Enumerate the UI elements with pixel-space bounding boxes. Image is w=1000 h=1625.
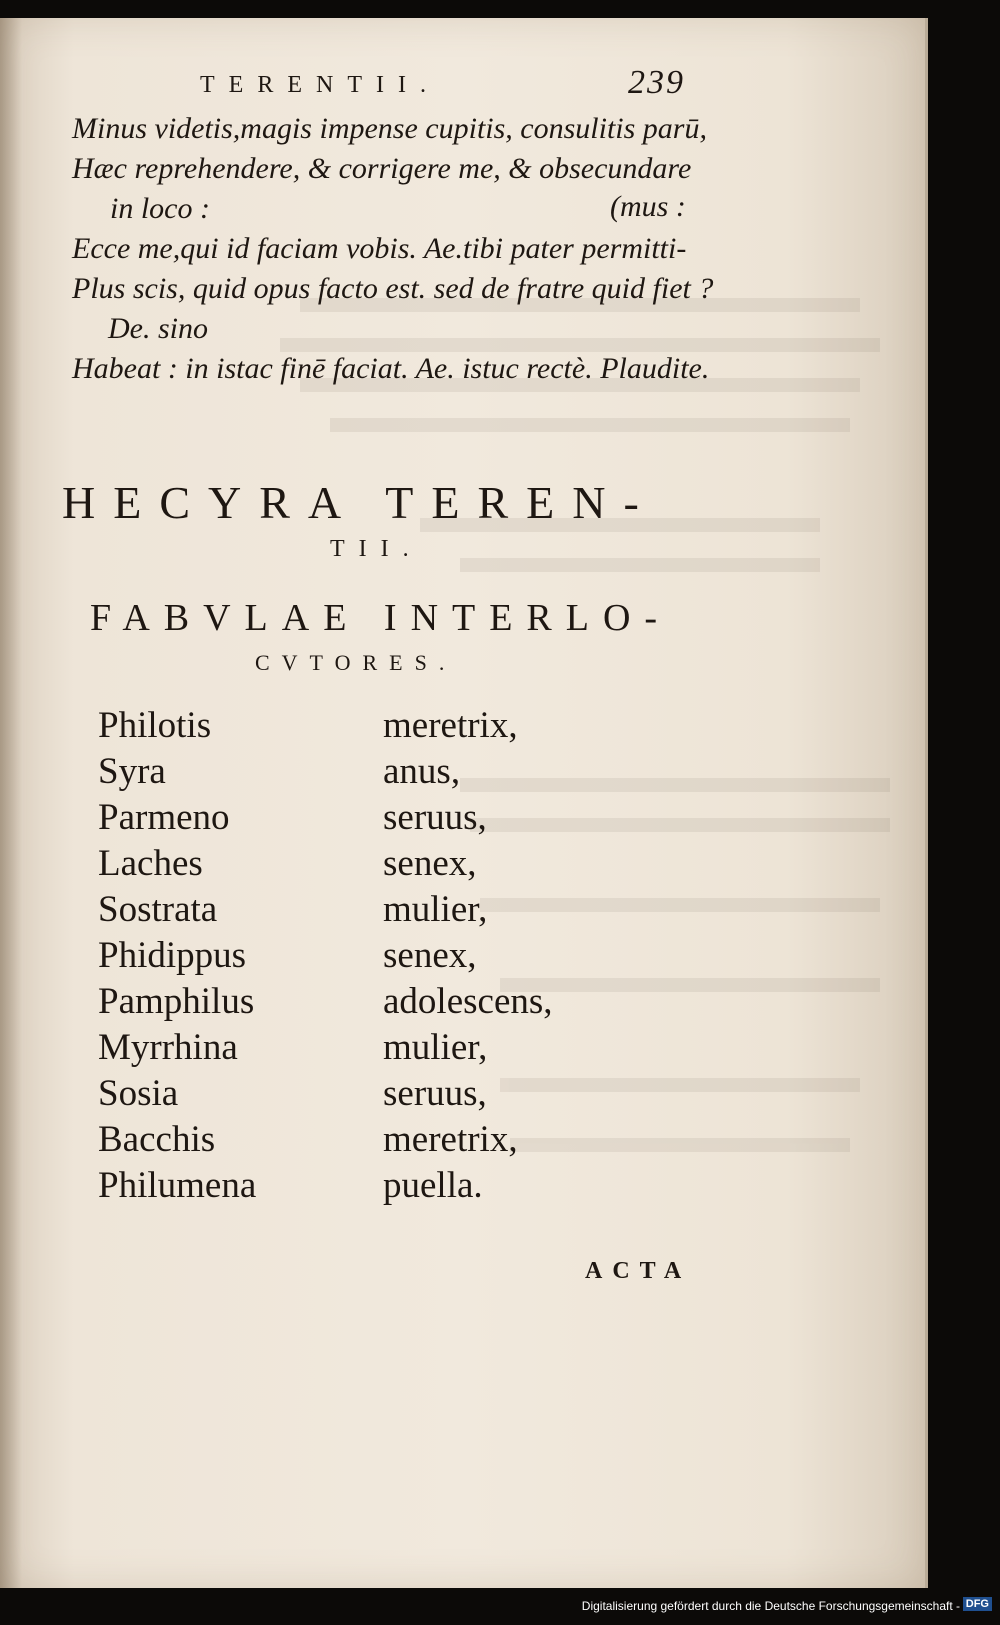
cast-name: Myrrhina bbox=[98, 1027, 238, 1068]
verse-line: in loco : bbox=[110, 192, 210, 225]
cast-row bbox=[98, 1072, 618, 1118]
spine-shadow bbox=[0, 18, 22, 1588]
cast-role: senex, bbox=[383, 935, 477, 976]
cast-role: adolescens, bbox=[383, 981, 553, 1022]
running-title: TERENTII. bbox=[200, 72, 440, 98]
verse-line: Ecce me,qui id faciam vobis. Ae.tibi pater permitti- bbox=[72, 232, 687, 265]
cast-row bbox=[98, 704, 618, 750]
persons-heading-continuation: CVTORES. bbox=[255, 650, 457, 675]
cast-name: Pamphilus bbox=[98, 981, 255, 1022]
running-header bbox=[200, 64, 685, 104]
funding-credit: Digitalisierung gefördert durch die Deutsche Forschungsgemeinschaft - bbox=[581, 1599, 960, 1613]
cast-row bbox=[98, 980, 618, 1026]
cast-role: mulier, bbox=[383, 889, 488, 930]
verse-line: Minus videtis,magis impense cupitis, consulitis parū, bbox=[72, 112, 707, 145]
cast-row bbox=[98, 750, 618, 796]
verse-line: De. sino bbox=[108, 312, 208, 345]
play-title-continuation: TII. bbox=[330, 536, 423, 562]
verse-line: Plus scis, quid opus facto est. sed de fratre quid fiet ? bbox=[72, 272, 714, 305]
cast-role: seruus, bbox=[383, 1073, 487, 1114]
cast-row bbox=[98, 1026, 618, 1072]
cast-name: Syra bbox=[98, 751, 166, 792]
persons-heading: FABVLAE INTERLO- bbox=[90, 597, 672, 639]
cast-name: Philotis bbox=[98, 705, 212, 746]
cast-role: puella. bbox=[383, 1165, 483, 1206]
cast-role: meretrix, bbox=[383, 1119, 518, 1160]
cast-row bbox=[98, 888, 618, 934]
dfg-logo: DFG bbox=[963, 1597, 992, 1611]
cast-name: Sostrata bbox=[98, 889, 218, 930]
play-title: HECYRA TEREN- bbox=[62, 477, 657, 528]
cast-role: meretrix, bbox=[383, 705, 518, 746]
catchword: ACTA bbox=[585, 1258, 692, 1284]
digitization-footer bbox=[0, 1589, 1000, 1625]
verse-continuation: (mus : bbox=[610, 190, 686, 223]
cast-name: Bacchis bbox=[98, 1119, 216, 1160]
book-page bbox=[0, 18, 928, 1588]
cast-row bbox=[98, 1164, 618, 1210]
page-number: 239 bbox=[628, 64, 685, 101]
cast-name: Phidippus bbox=[98, 935, 247, 976]
cast-role: seruus, bbox=[383, 797, 487, 838]
verse-line: Habeat : in istac finē faciat. Ae. istuc rectè. Plaudite. bbox=[72, 352, 710, 385]
cast-row bbox=[98, 934, 618, 980]
cast-role: anus, bbox=[383, 751, 461, 792]
cast-row bbox=[98, 842, 618, 888]
verse-line: Hæc reprehendere, & corrigere me, & obsecundare bbox=[72, 152, 692, 185]
cast-role: senex, bbox=[383, 843, 477, 884]
cast-name: Philumena bbox=[98, 1165, 257, 1206]
cast-name: Parmeno bbox=[98, 797, 230, 838]
cast-name: Laches bbox=[98, 843, 203, 884]
cast-list bbox=[98, 704, 618, 1210]
cast-role: mulier, bbox=[383, 1027, 488, 1068]
cast-name: Sosia bbox=[98, 1073, 179, 1114]
cast-row bbox=[98, 796, 618, 842]
cast-row bbox=[98, 1118, 618, 1164]
